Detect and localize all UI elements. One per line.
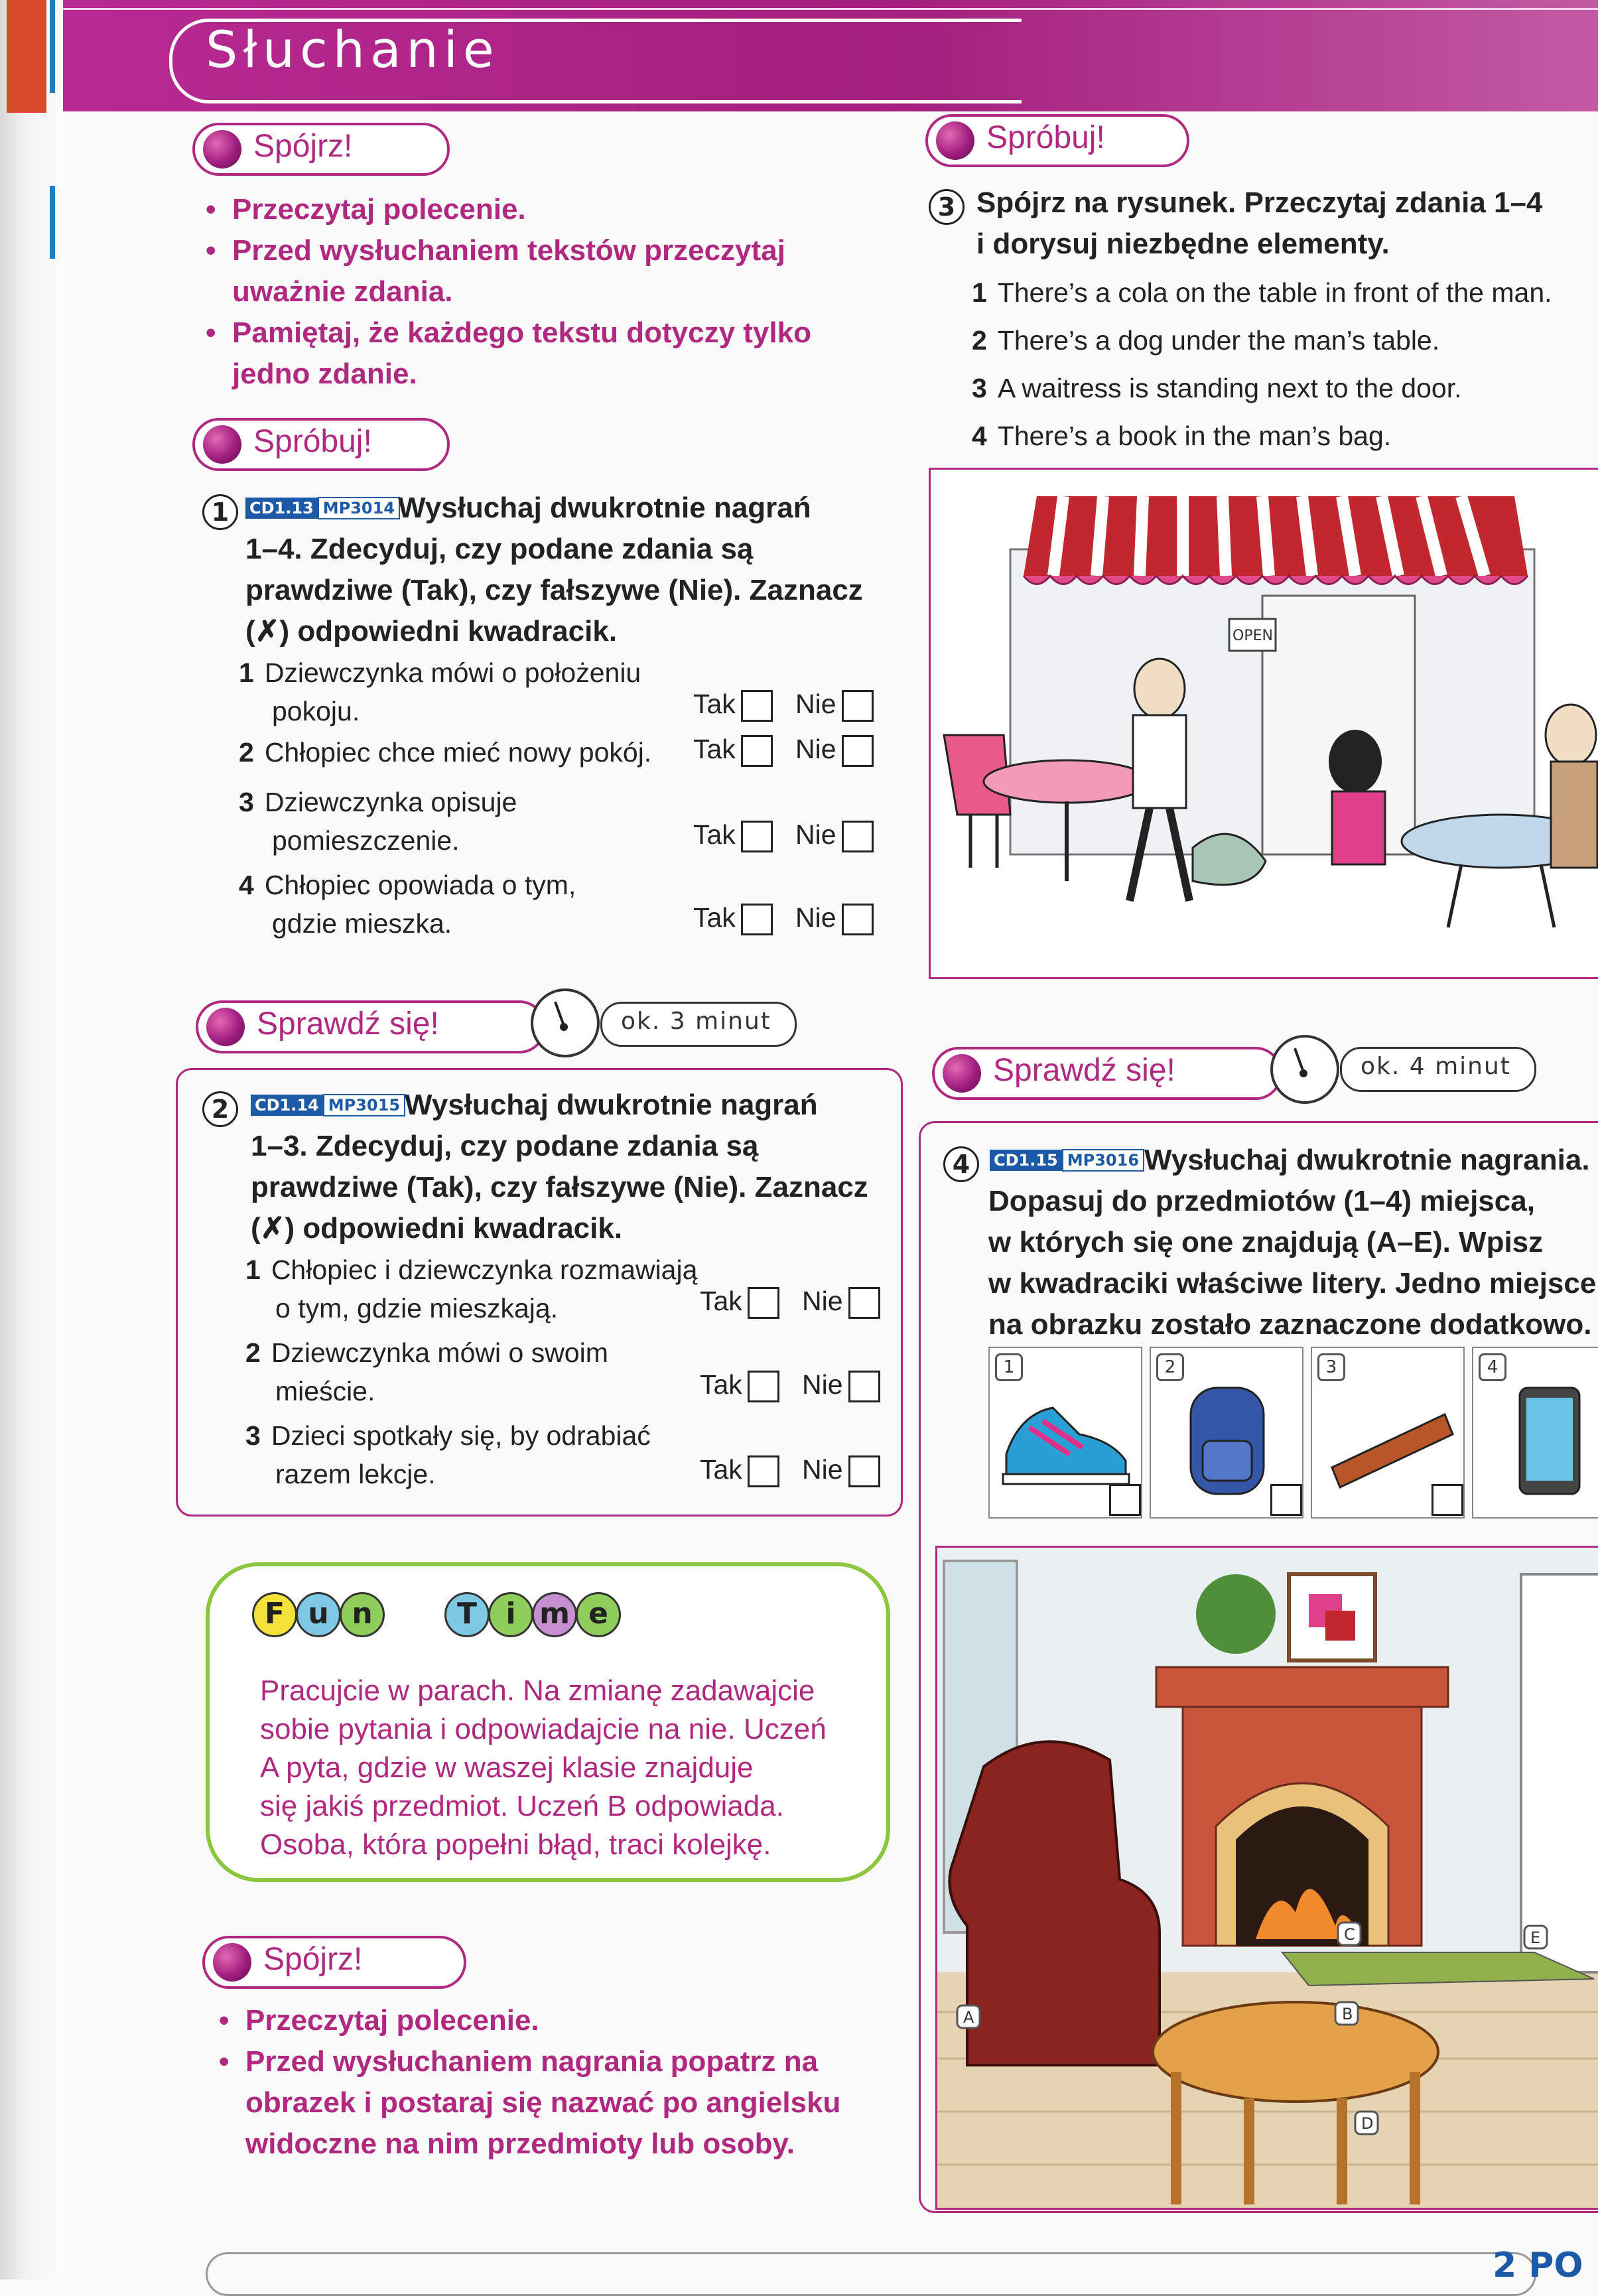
open-sign-text: OPEN	[1232, 628, 1273, 644]
tag-label: Spójrz!	[263, 1942, 363, 1977]
nie-checkbox[interactable]	[848, 1371, 880, 1402]
cd-badge: CD1.13	[245, 498, 318, 519]
tag-bullet-icon	[206, 1008, 245, 1046]
exercise-instruction: Wysłuchaj dwukrotnie nagrania.	[1144, 1144, 1590, 1176]
exercise-instruction: Wysłuchaj dwukrotnie nagrań	[405, 1089, 818, 1121]
exercise-number: 3	[929, 189, 965, 225]
time-badge: ok. 4 minut	[1340, 1047, 1536, 1092]
true-false-item: 1 Dziewczynka mówi o położeniu pokoju.	[239, 657, 641, 726]
tag-bullet-icon	[943, 1054, 981, 1093]
object-card-backpack	[1150, 1347, 1303, 1519]
tak-checkbox[interactable]	[741, 735, 773, 767]
tag-label: Sprawdź się!	[257, 1006, 439, 1042]
object-number: 3	[1317, 1353, 1345, 1381]
exercise-instruction: 1–4. Zdecyduj, czy podane zdania są prawdziwe (Tak), czy fałszywe (Nie). Zaznacz (✗) odpowiedni kwadracik.	[245, 533, 863, 647]
tak-checkbox[interactable]	[748, 1455, 779, 1487]
exercise-number: 4	[943, 1146, 979, 1182]
tip-text: Pamiętaj, że każdego tekstu dotyczy tylko	[232, 316, 811, 349]
title-letter: u	[296, 1592, 341, 1637]
sentence-list: 1 There’s a cola on the table in front of the man. 2 There’s a dog under the man’s table. 3 A waitress is standing next to the door. 4 There’s a book in the man’s bag.	[972, 277, 1552, 451]
tag-bullet-icon	[936, 121, 974, 160]
mp3-badge: MP3014	[318, 497, 400, 519]
audio-track-badges	[245, 499, 400, 517]
tip-text: Przeczytaj polecenie.	[245, 2004, 539, 2037]
tag-check	[932, 1047, 1282, 1100]
tip-text: uważnie zdania.	[232, 275, 453, 308]
tip-text: jedno zdanie.	[232, 358, 417, 390]
tip-text: Przed wysłuchaniem tekstów przeczytaj	[232, 234, 785, 267]
tip-text: widoczne na nim przedmioty lub osoby.	[245, 2127, 795, 2160]
answer-box[interactable]	[1270, 1484, 1302, 1516]
tag-label: Sprawdź się!	[993, 1053, 1175, 1088]
place-letter: B	[1342, 2005, 1353, 2023]
title-letter: F	[252, 1592, 297, 1637]
answer-row: Tak Nie	[693, 734, 874, 767]
audio-track-badges	[990, 1151, 1144, 1170]
answer-row: Tak Nie	[700, 1286, 880, 1319]
answer-row: Tak Nie	[693, 819, 874, 852]
object-number: 1	[995, 1353, 1023, 1381]
object-card-pencil-case	[1311, 1347, 1465, 1519]
tag-bullet-icon	[203, 130, 241, 169]
title-letter: T	[444, 1592, 490, 1637]
tip-text: obrazek i postaraj się nazwać po angielsku	[245, 2086, 841, 2119]
tag-check	[196, 1000, 546, 1053]
audio-track-badges	[251, 1096, 405, 1114]
cd-badge: CD1.15	[990, 1150, 1062, 1171]
clock-icon	[1270, 1035, 1339, 1104]
true-false-item: 2 Chłopiec chce mieć nowy pokój.	[239, 737, 652, 768]
exercise-instruction: Spójrz na rysunek. Przeczytaj zdania 1–4 i dorysuj niezbędne elementy.	[976, 186, 1543, 260]
nie-checkbox[interactable]	[848, 1287, 880, 1319]
fun-time-title	[252, 1592, 716, 1645]
tag-try	[192, 418, 450, 471]
mp3-badge: MP3015	[323, 1094, 405, 1116]
true-false-item: 3 Dziewczynka opisuje pomieszczenie.	[239, 787, 517, 856]
tag-label: Spróbuj!	[986, 120, 1105, 155]
tag-bullet-icon	[203, 425, 241, 464]
tak-checkbox[interactable]	[741, 690, 773, 722]
tip-text: Przed wysłuchaniem nagrania popatrz na	[245, 2045, 819, 2078]
true-false-item: 1 Chłopiec i dziewczynka rozmawiają o tym, gdzie mieszkają.	[245, 1254, 698, 1323]
object-card-sneakers	[988, 1347, 1142, 1519]
cafe-illustration	[929, 468, 1598, 979]
answer-row: Tak Nie	[700, 1454, 880, 1487]
look-tips: • Przeczytaj polecenie. • Przed wysłuchaniem nagrania popatrz na obrazek i postaraj się nazwać po angielsku widoczne na nim przedmioty lub osoby.	[219, 2004, 841, 2160]
answer-box[interactable]	[1109, 1484, 1141, 1516]
true-false-item: 2 Dziewczynka mówi o swoim mieście.	[245, 1337, 608, 1406]
awning	[1024, 496, 1528, 584]
cafe-drawing	[931, 470, 1598, 977]
mp3-badge: MP3016	[1062, 1149, 1144, 1172]
clock-icon	[531, 988, 600, 1057]
exercise-instruction: 1–3. Zdecyduj, czy podane zdania są prawdziwe (Tak), czy fałszywe (Nie). Zaznacz (✗) odpowiedni kwadracik.	[251, 1130, 868, 1245]
page-label: 2 PO	[1493, 2246, 1583, 2285]
title-letter: e	[576, 1592, 621, 1637]
title-letter: n	[340, 1592, 385, 1637]
object-number: 4	[1479, 1353, 1506, 1381]
title-letter: i	[488, 1592, 533, 1637]
nie-checkbox[interactable]	[842, 735, 874, 767]
object-number: 2	[1156, 1353, 1184, 1381]
exercise-instruction: Dopasuj do przedmiotów (1–4) miejsca, w których się one znajdują (A–E). Wpisz w kwadraciki właściwe litery. Jedno miejsce na obrazku zostało zaznaczone dodatkowo.	[988, 1185, 1597, 1341]
time-badge: ok. 3 minut	[600, 1002, 797, 1047]
tag-bullet-icon	[213, 1943, 251, 1982]
tak-checkbox[interactable]	[741, 904, 773, 935]
place-letter: D	[1361, 2114, 1374, 2133]
look-tips: • Przeczytaj polecenie. • Przed wysłuchaniem tekstów przeczytaj uważnie zdania. • Pamiętaj, że każdego tekstu dotyczy tylko jedno zdanie.	[206, 193, 811, 390]
fun-time-text: Pracujcie w parach. Na zmianę zadawajcie sobie pytania i odpowiadajcie na nie. Uczeń A pyta, gdzie w waszej klasie znajduje się jakiś przedmiot. Uczeń B odpowiada. Osoba, która popełni błąd, traci kolejkę.	[260, 1674, 827, 1861]
living-room-illustration	[935, 1546, 1598, 2210]
page-spine	[0, 0, 63, 2279]
answer-row: Tak Nie	[693, 689, 874, 722]
tag-look	[202, 1936, 466, 1989]
tip-text: Przeczytaj polecenie.	[232, 193, 526, 226]
page-title: Słuchanie	[206, 20, 499, 79]
true-false-item: 3 Dzieci spotkały się, by odrabiać razem lekcje.	[245, 1420, 651, 1489]
tak-checkbox[interactable]	[748, 1371, 779, 1402]
exercise-number: 1	[202, 494, 238, 530]
tak-checkbox[interactable]	[748, 1287, 779, 1319]
exercise-number: 2	[202, 1091, 238, 1127]
nie-checkbox[interactable]	[842, 821, 874, 852]
nie-checkbox[interactable]	[842, 690, 874, 722]
title-letter: m	[532, 1592, 577, 1637]
object-card-phone	[1472, 1347, 1598, 1519]
nie-checkbox[interactable]	[848, 1455, 880, 1487]
answer-row: Tak Nie	[700, 1369, 880, 1402]
cd-badge: CD1.14	[251, 1095, 323, 1116]
object-cards	[988, 1347, 1598, 1519]
exercise-instruction: Wysłuchaj dwukrotnie nagrań	[398, 492, 811, 524]
place-letter: E	[1530, 1928, 1541, 1947]
living-room-drawing	[937, 1548, 1598, 2208]
place-letter: A	[963, 2008, 974, 2027]
answer-box[interactable]	[1432, 1484, 1463, 1516]
true-false-item: 4 Chłopiec opowiada o tym, gdzie mieszka.	[239, 870, 576, 939]
answer-row: Tak Nie	[693, 902, 874, 935]
tak-checkbox[interactable]	[741, 821, 773, 852]
tag-look	[192, 123, 450, 176]
place-letter: C	[1344, 1925, 1355, 1944]
footer-bar	[206, 2252, 1536, 2296]
tag-try	[925, 114, 1189, 167]
tag-label: Spróbuj!	[253, 424, 372, 459]
tag-label: Spójrz!	[253, 129, 353, 164]
nie-checkbox[interactable]	[842, 904, 874, 935]
